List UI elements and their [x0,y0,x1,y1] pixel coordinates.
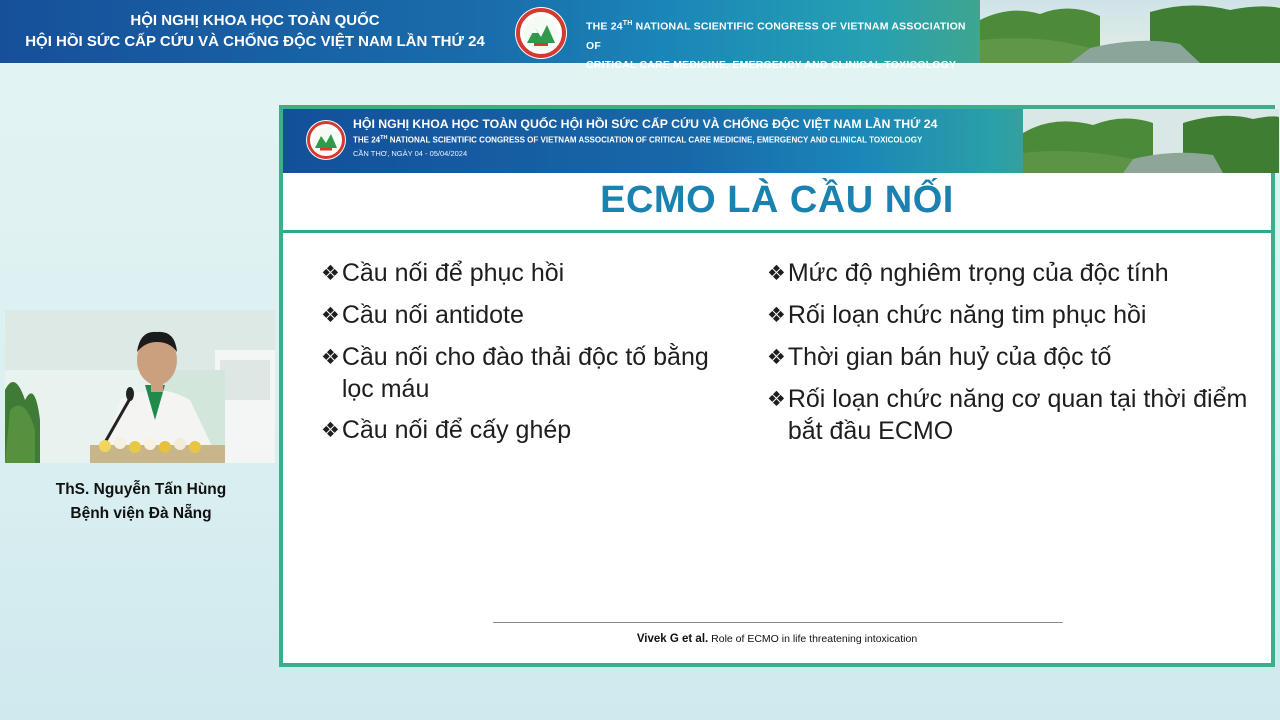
slide-title: ECMO LÀ CẦU NỐI [600,179,954,221]
list-item [767,341,1267,374]
diamond-bullet-icon: ❖ [321,304,340,327]
speaker-name: ThS. Nguyễn Tấn Hùng [55,481,227,498]
banner-english-title [586,14,966,75]
title-divider [283,230,1271,233]
citation-divider [493,622,1063,623]
list-item [767,257,1267,290]
list-item [321,414,741,447]
conference-banner [0,0,1280,71]
speaker-organization: Bệnh viện Đà Nẵng [70,505,212,522]
banner-en-line1-rest: NATIONAL SCIENTIFIC CONGRESS OF VIETNAM ASSOCIATION OF [586,20,966,52]
diamond-bullet-icon: ❖ [321,419,340,442]
diamond-bullet-icon: ❖ [767,346,786,369]
list-item [321,257,741,290]
slide-banner-ordinal-suffix: TH [380,135,388,141]
list-item [321,299,741,332]
banner-vietnamese-title [0,10,510,52]
speaker-video-feed [5,310,275,463]
bullet-text: Cầu nối cho đào thải độc tố bằng lọc máu [341,343,709,403]
slide-banner-line2 [353,135,922,145]
right-bullet-list [767,257,1267,456]
diamond-bullet-icon: ❖ [767,262,786,285]
bullet-text: Thời gian bán huỷ của độc tố [787,343,1112,371]
bullet-text: Mức độ nghiêm trọng của độc tính [787,259,1169,287]
bullet-text: Rối loạn chức năng cơ quan tại thời điểm bắt đầu ECMO [787,385,1248,445]
bullet-text: Cầu nối để phục hồi [341,259,565,287]
slide-river-landscape-image [1023,109,1279,173]
presentation-slide [279,105,1275,667]
diamond-bullet-icon: ❖ [767,388,786,411]
speaker-photo [5,310,275,463]
bullet-text: Cầu nối antidote [341,301,524,329]
banner-en-ordinal-suffix: TH [622,20,633,27]
banner-vn-line1: HỘI NGHỊ KHOA HỌC TOÀN QUỐC [130,12,380,29]
diamond-bullet-icon: ❖ [321,262,340,285]
bullet-text: Cầu nối để cấy ghép [341,416,572,444]
list-item [767,383,1267,447]
diamond-bullet-icon: ❖ [767,304,786,327]
slide-banner-line2-rest: NATIONAL SCIENTIFIC CONGRESS OF VIETNAM ASSOCIATION OF CRITICAL CARE MEDICINE, EMERGENCY AND CLINICAL TOXICOLOGY [387,135,923,145]
slide-banner [283,109,1271,173]
citation-title: Role of ECMO in life threatening intoxication [711,633,918,645]
slide-banner-ordinal: THE 24 [353,135,381,145]
congress-logo-icon [514,6,568,60]
list-item [321,341,741,405]
citation-author: Vivek G et al. [636,633,709,645]
slide-banner-line1: HỘI NGHỊ KHOA HỌC TOÀN QUỐC HỘI HỒI SỨC CẤP CỨU VÀ CHỐNG ĐỘC VIỆT NAM LẦN THỨ 24 [353,117,938,131]
diamond-bullet-icon: ❖ [321,346,340,369]
banner-vn-line2: HỘI HỒI SỨC CẤP CỨU VÀ CHỐNG ĐỘC VIỆT NAM LẦN THỨ 24 [25,33,485,50]
left-bullet-list [321,257,741,456]
citation [283,633,1271,645]
bullet-text: Rối loạn chức năng tim phục hồi [787,301,1147,329]
banner-en-line2: CRITICAL CARE MEDICINE, EMERGENCY AND CLINICAL TOXICOLOGY [586,58,957,71]
list-item [767,299,1267,332]
slide-congress-logo-icon [305,119,347,161]
river-landscape-image [980,0,1280,63]
slide-banner-date: CẦN THƠ, NGÀY 04 - 05/04/2024 [353,149,468,158]
banner-en-ordinal: THE 24 [586,20,623,33]
banner-en-line1 [586,14,966,56]
